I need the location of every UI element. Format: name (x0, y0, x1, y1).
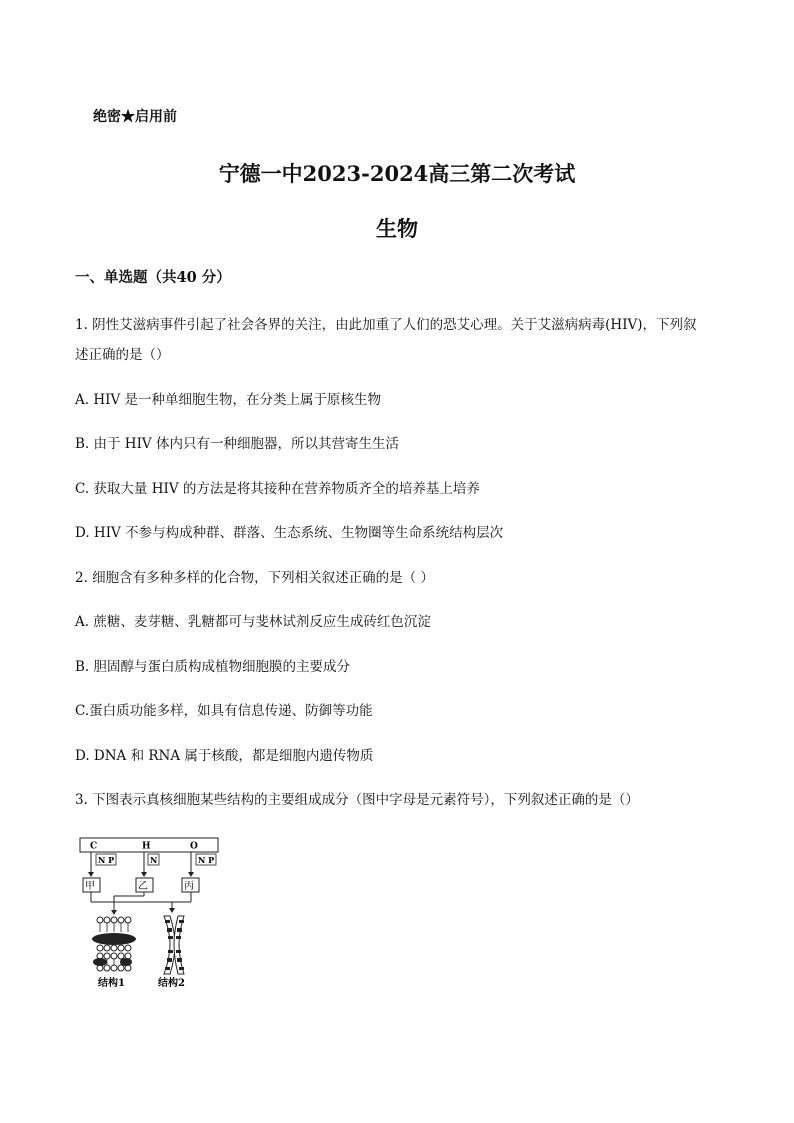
structure-2-label: 结构2 (158, 978, 185, 989)
section-heading: 一、单选题（共40 分） (75, 269, 231, 286)
question-1-option-c: C. 获取大量 HIV 的方法是将其接种在营养物质齐全的培养基上培养 (75, 481, 480, 497)
exam-subject: 生物 (376, 216, 418, 241)
question-3-stem: 3. 下图表示真核细胞某些结构的主要组成成分（图中字母是元素符号），下列叙述正确的是（） (75, 792, 639, 808)
box-yi-label: 乙 (138, 881, 148, 892)
element-h: H (142, 841, 151, 852)
element-c: C (90, 841, 98, 852)
element-o: O (190, 841, 198, 852)
tag-np-1-label: N P (98, 855, 115, 865)
tag-n-label: N (150, 855, 158, 865)
box-bing-label: 丙 (184, 881, 194, 892)
box-jia-label: 甲 (85, 881, 95, 892)
structure-1-label: 结构1 (98, 978, 125, 989)
question-1-option-b: B. 由于 HIV 体内只有一种细胞器，所以其营寄生生活 (75, 436, 399, 452)
exam-title: 宁德一中2023-2024高三第二次考试 (218, 161, 576, 186)
question-2-option-a: A. 蔗糖、麦芽糖、乳糖都可与斐林试剂反应生成砖红色沉淀 (75, 614, 431, 630)
question-1-option-a: A. HIV 是一种单细胞生物，在分类上属于原核生物 (75, 392, 381, 408)
cell-structure-diagram (78, 832, 228, 992)
tag-np-2-label: N P (198, 855, 215, 865)
question-1-option-d: D. HIV 不参与构成种群、群落、生态系统、生物圈等生命系统结构层次 (75, 525, 504, 541)
secret-mark: 绝密★启用前 (93, 109, 177, 125)
structure-2-chromosome (164, 916, 184, 974)
question-2-option-b: B. 胆固醇与蛋白质构成植物细胞膜的主要成分 (75, 659, 351, 675)
structure-1-membrane (92, 917, 136, 971)
question-2-option-c: C.蛋白质功能多样，如具有信息传递、防御等功能 (75, 703, 373, 719)
membrane-protein (92, 933, 136, 945)
question-2-option-d: D. DNA 和 RNA 属于核酸，都是细胞内遗传物质 (75, 748, 374, 764)
question-1-stem-line2: 述正确的是（） (75, 347, 170, 363)
question-2-stem: 2. 细胞含有多种多样的化合物，下列相关叙述正确的是（ ） (75, 570, 434, 586)
question-1-stem-line1: 1. 阴性艾滋病事件引起了社会各界的关注，由此加重了人们的恐艾心理。关于艾滋病病毒(HIV)，下列叙 (75, 317, 697, 333)
